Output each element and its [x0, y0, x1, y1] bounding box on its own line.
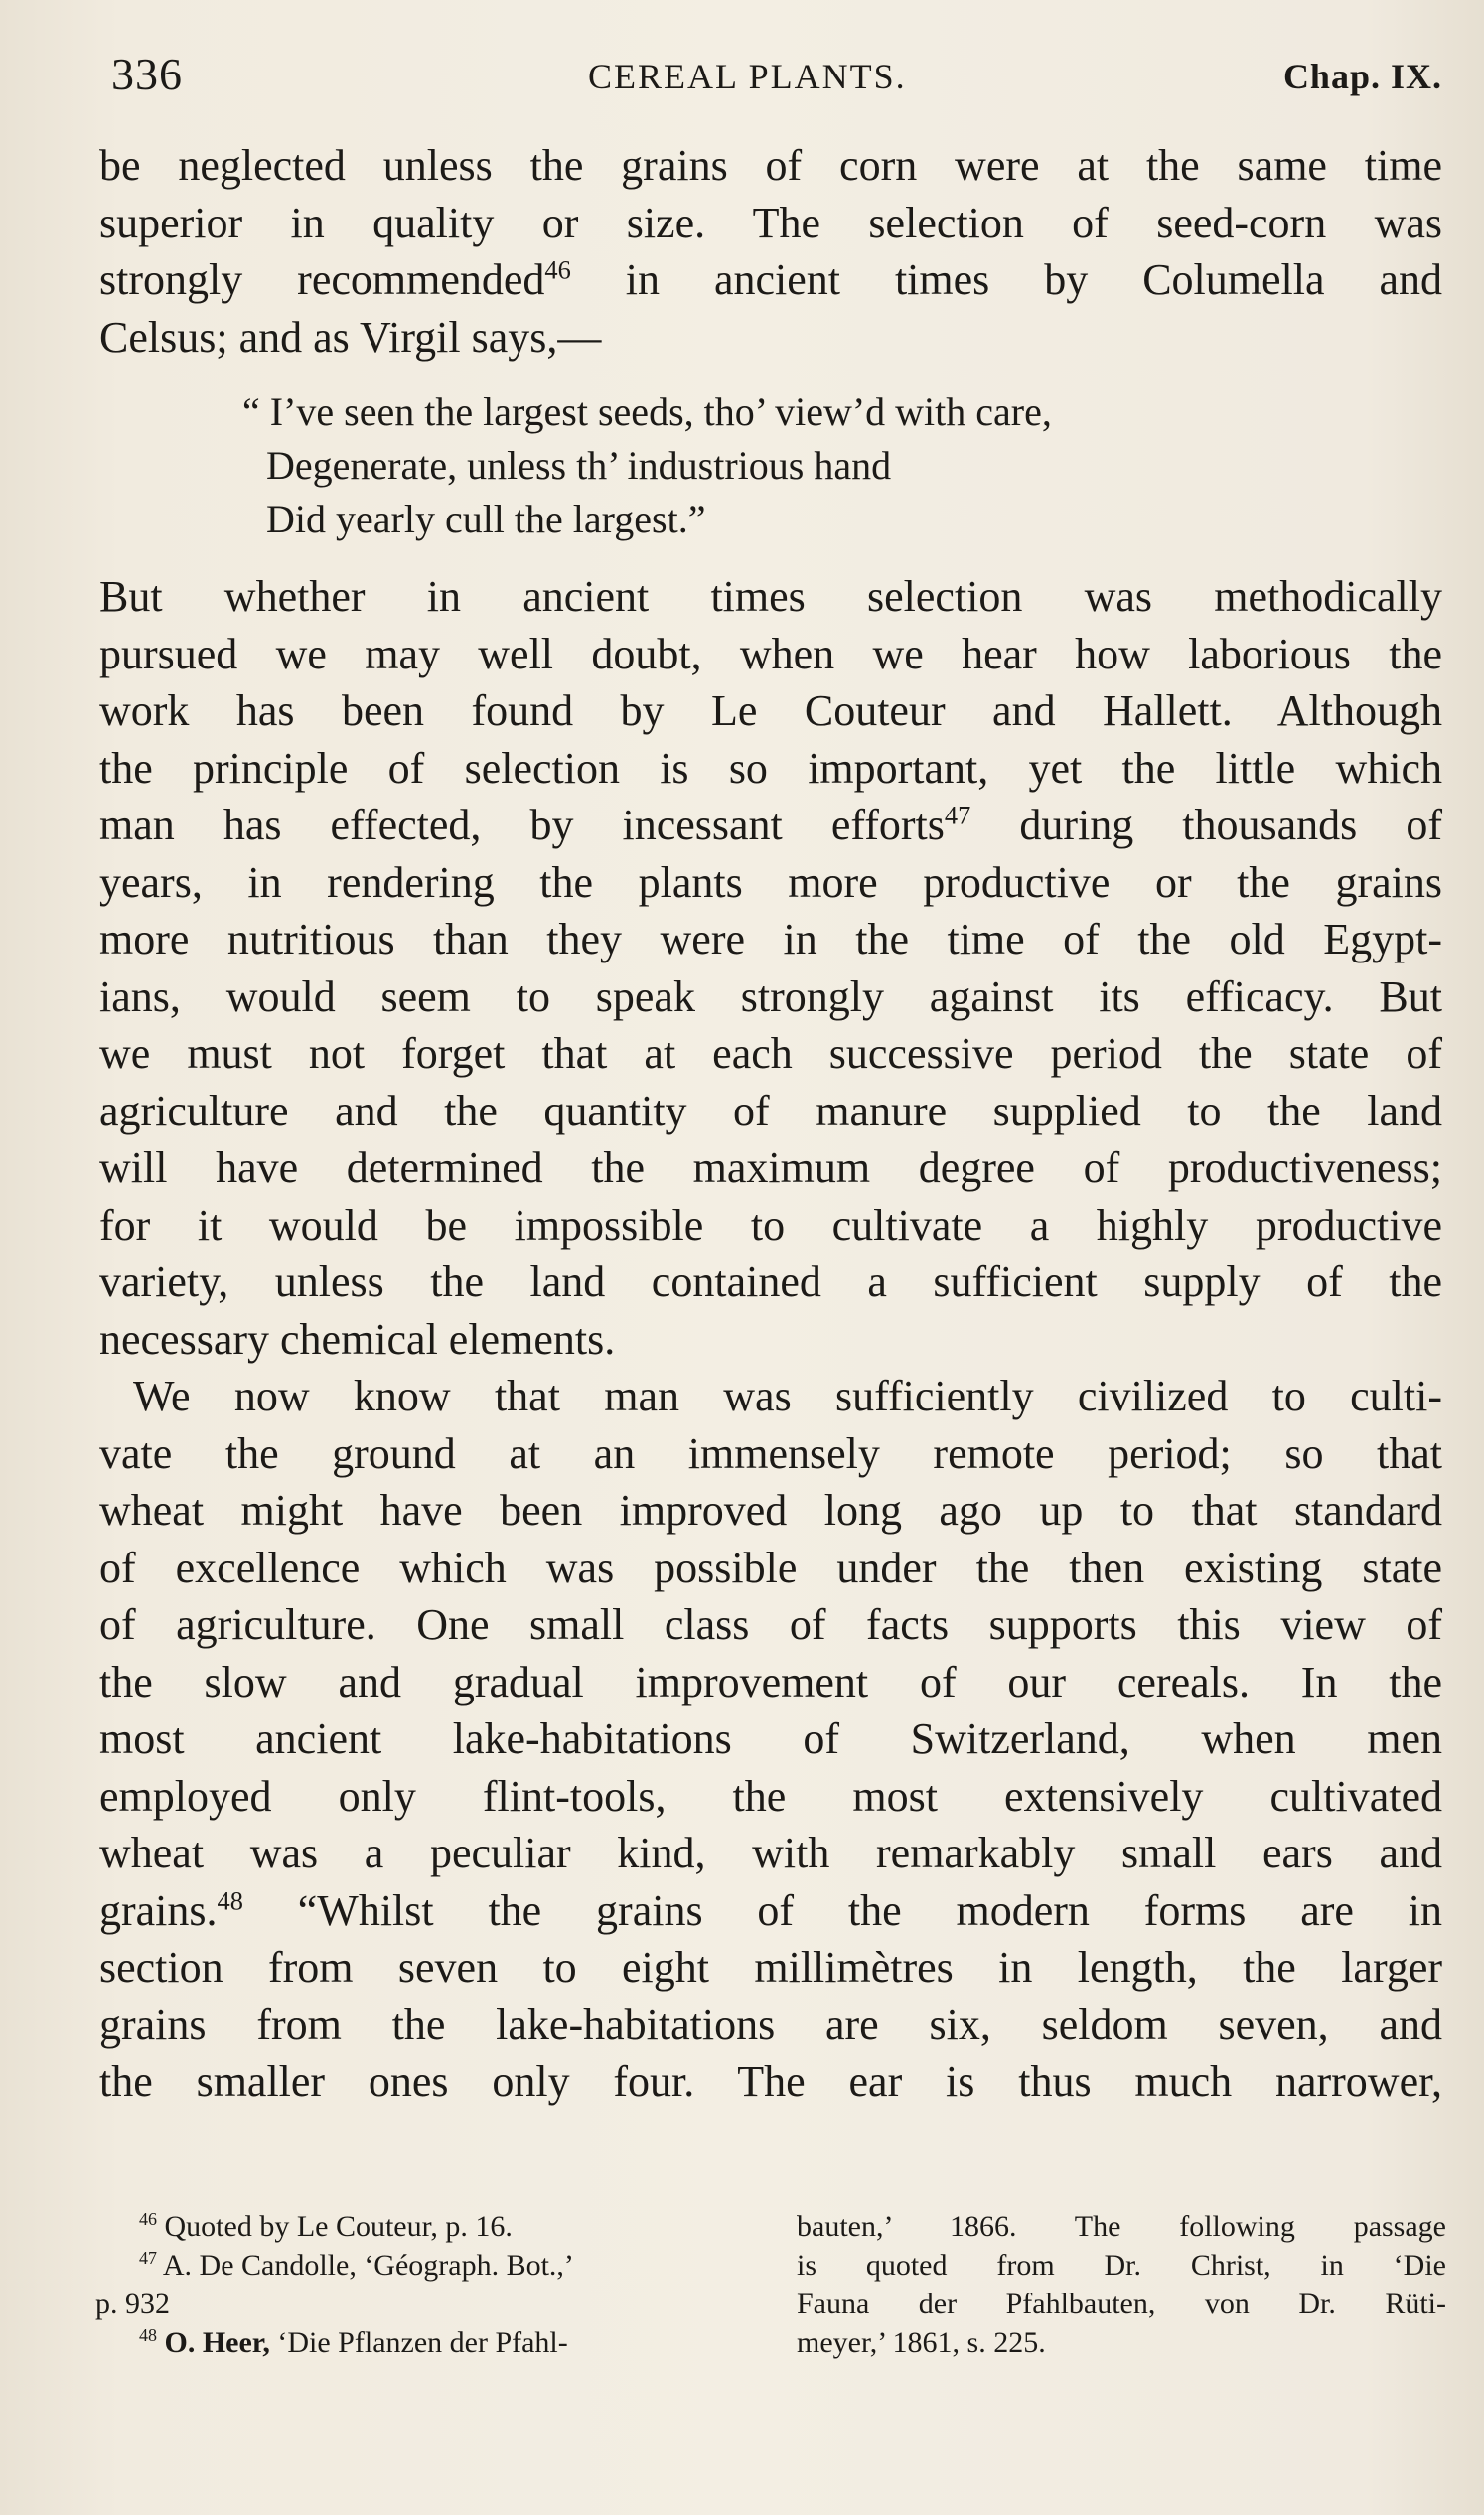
- running-title: CEREAL PLANTS.: [588, 57, 907, 96]
- text-line: necessary chemical elements.: [99, 1314, 616, 1364]
- text-line: We now know that man was sufficiently civilized to culti-: [133, 1372, 1442, 1420]
- text-line: of agriculture. One small class of facts supports this view of: [99, 1600, 1442, 1649]
- text-line: the slow and gradual improvement of our cereals. In the: [99, 1657, 1442, 1706]
- text-line: work has been found by Le Couteur and Hallett. Although: [99, 686, 1442, 735]
- footnote-48: $^{48}$ O. Heer, ‘Die Pflanzen der Pfahl-: [139, 2325, 568, 2359]
- footnotes-left-column: [95, 2207, 741, 2362]
- text-line: superior in quality or size. The selection of seed-corn was: [99, 198, 1442, 247]
- verse-line: Did yearly cull the largest.”: [266, 497, 706, 541]
- text-line: more nutritious than they were in the time of the old Egypt-: [99, 915, 1442, 963]
- text-line: agriculture and the quantity of manure supplied to the land: [99, 1086, 1442, 1135]
- footnote-46: $^{46}$ Quoted by Le Couteur, p. 16.: [139, 2209, 513, 2243]
- footnotes-right-column: [797, 2207, 1446, 2362]
- text-line: for it would be impossible to cultivate a highly productive: [99, 1200, 1442, 1250]
- text-line: the smaller ones only four. The ear is thus much narrower,: [99, 2057, 1442, 2106]
- verse-line: Degenerate, unless th’ industrious hand: [266, 443, 892, 488]
- text-line: But whether in ancient times selection was methodically: [99, 572, 1442, 621]
- page-number: 336: [111, 49, 183, 99]
- text-line: be neglected unless the grains of corn were at the same time: [99, 141, 1442, 190]
- text-line: the principle of selection is so important, yet the little which: [99, 743, 1442, 793]
- footnote-48-continued: bauten,’ 1866. The following passage: [797, 2210, 1446, 2243]
- chapter-label: Chap. IX.: [1282, 57, 1442, 96]
- page-header: [111, 48, 1442, 107]
- text-line: ians, would seem to speak strongly against its efficacy. But: [99, 971, 1442, 1021]
- text-line: employed only flint-tools, the most extensively cultivated: [99, 1771, 1442, 1821]
- footnote-47: $^{47}$ A. De Candolle, ‘Géograph. Bot.,’: [139, 2248, 574, 2282]
- text-line: vate the ground at an immensely remote period; so that: [99, 1428, 1442, 1478]
- footnote-ref-48: 48: [217, 1884, 243, 1915]
- footnote-48-continued: meyer,’ 1861, s. 225.: [797, 2326, 1046, 2359]
- text-line: man has effected, by incessant efforts$^{47}$ during thousands of: [99, 800, 1442, 849]
- verse-line: “ I’ve seen the largest seeds, tho’ view’d with care,: [242, 389, 1052, 434]
- text-line: pursued we may well doubt, when we hear how laborious the: [99, 629, 1442, 678]
- text-line: section from seven to eight millimètres in length, the larger: [99, 1943, 1442, 1992]
- text-line: wheat might have been improved long ago up to that standard: [99, 1486, 1442, 1535]
- text-line: we must not forget that at each successive period the state of: [99, 1029, 1442, 1078]
- verse-quotation: [99, 385, 1442, 546]
- text-line: strongly recommended$^{46}$ in ancient times by Columella and: [99, 254, 1442, 304]
- footnote-48-continued: Fauna der Pfahlbauten, von Dr. Rüti-: [797, 2288, 1446, 2320]
- text-line: will have determined the maximum degree of productiveness;: [99, 1143, 1442, 1192]
- text-line: years, in rendering the plants more productive or the grains: [99, 857, 1442, 907]
- text-line: wheat was a peculiar kind, with remarkably small ears and: [99, 1829, 1442, 1877]
- text-line: variety, unless the land contained a sufficient supply of the: [99, 1258, 1442, 1306]
- text-line: grains.$^{48}$ “Whilst the grains of the modern forms are in: [99, 1884, 1442, 1935]
- text-line: most ancient lake-habitations of Switzerland, when men: [99, 1714, 1442, 1763]
- footnote-47-continued: p. 932: [95, 2288, 170, 2320]
- text-line: of excellence which was possible under the then existing state: [99, 1543, 1442, 1592]
- text-line: Celsus; and as Virgil says,—: [99, 312, 602, 362]
- body-text: [99, 137, 1442, 2111]
- footnote-ref-46: 46: [544, 254, 571, 285]
- footnote-48-continued: is quoted from Dr. Christ, in ‘Die: [797, 2249, 1446, 2282]
- text-line: grains from the lake-habitations are six, seldom seven, and: [99, 1999, 1442, 2049]
- footnote-ref-47: 47: [944, 800, 971, 830]
